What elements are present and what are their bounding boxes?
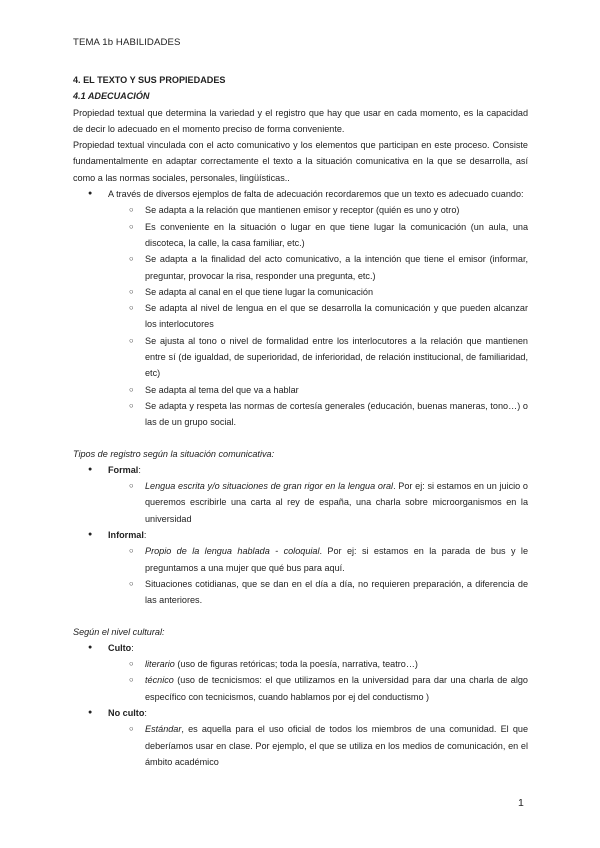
culto-colon: : xyxy=(131,642,134,653)
list-item-no-culto xyxy=(73,705,528,721)
list-item: ○ Se ajusta al tono o nivel de formalidad entre los interlocutores a la relación que mantienen entre sí (de igualdad, de superioridad, de inferioridad, de relación institucional, de familiaridad, etc) xyxy=(73,333,528,382)
list-item: ○ Se adapta y respeta las normas de cortesía generales (educación, buenas maneras, tono…) o las de un grupo social. xyxy=(73,398,528,431)
list-item-culto xyxy=(73,640,528,656)
list-item: ○ Se adapta al tema del que va a hablar xyxy=(73,382,528,398)
informal-item-text: . Por ej: si estamos en la parada de bus y le preguntamos a una mujer que qué bus para aquí. xyxy=(145,546,528,573)
page-header: TEMA 1b HABILIDADES xyxy=(73,37,181,48)
informal-colon: : xyxy=(143,530,147,541)
cultural-title: Según el nivel cultural: xyxy=(73,626,165,637)
list-item: ○ Se adapta al nivel de lengua en el que se desarrolla la comunicación y que pueden alcanzar los interlocutores xyxy=(73,300,528,333)
formal-item-text: . Por ej: si estamos en un juicio o queremos escribirle una carta al rey de españa, una charla sobre microorganismos en la universidad xyxy=(145,481,528,524)
list-item xyxy=(73,543,528,576)
culto-label: Culto xyxy=(108,642,132,653)
no-culto-label: No culto xyxy=(108,707,145,718)
informal-label: Informal xyxy=(108,530,144,541)
list-item xyxy=(73,478,528,527)
section-heading: 4. EL TEXTO Y SUS PROPIEDADES xyxy=(73,75,226,85)
no-culto-item1-italic: Estándar xyxy=(145,724,182,735)
page-content xyxy=(73,72,528,770)
culto-item1-text: (uso de figuras retóricas; toda la poesía, narrativa, teatro…) xyxy=(174,659,418,670)
list-item: ○ Se adapta a la relación que mantienen emisor y receptor (quién es uno y otro) xyxy=(73,202,528,218)
culto-item2-italic: técnico xyxy=(145,675,174,686)
spacer xyxy=(73,431,528,446)
paragraph-description: Propiedad textual vinculada con el acto comunicativo y los elementos que participan en este proceso. Consiste fundamentalmente en adaptar correctamente el texto a la situación comunicativa en la que se desarrolla, así como a las normas sociales, personales, lingüísticas.. xyxy=(73,140,528,183)
culto-item1-italic: literario xyxy=(145,659,175,670)
paragraph-definition: Propiedad textual que determina la variedad y el registro que hay que usar en cada momento, es la capacidad de decir lo adecuado en el momento preciso de forma conveniente. xyxy=(73,107,528,134)
culto-item2-text: (uso de tecnicismos: el que utilizamos en la universidad para dar una charla de algo específico con tecnicismos, cuando hablamos por ej del conductismo ) xyxy=(145,675,528,702)
page-number: 1 xyxy=(518,797,524,809)
registers-title: Tipos de registro según la situación comunicativa: xyxy=(73,448,275,459)
list-item xyxy=(73,672,528,705)
list-item-intro: ● A través de diversos ejemplos de falta de adecuación recordaremos que un texto es adecuado cuando: xyxy=(73,186,528,202)
list-item: ○ Se adapta a la finalidad del acto comunicativo, a la intención que tiene el emisor (informar, preguntar, provocar la risa, responder una pregunta, etc.) xyxy=(73,251,528,284)
list-item: ○ Se adapta al canal en el que tiene lugar la comunicación xyxy=(73,284,528,300)
list-item xyxy=(73,656,528,672)
formal-label: Formal xyxy=(108,464,139,475)
list-item-informal xyxy=(73,527,528,543)
no-culto-item1-text: , es aquella para el uso oficial de todos los miembros de una comunidad. El que deberíamos usar en clase. Por ejemplo, el que se utiliza en los medios de comunicación, en el ámbito académico xyxy=(145,724,528,767)
formal-item-italic: Lengua escrita y/o situaciones de gran rigor en la lengua oral xyxy=(145,481,394,492)
list-item-formal xyxy=(73,462,528,478)
list-item: ○ Situaciones cotidianas, que se dan en el día a día, no requieren preparación, a diferencia de las anteriores. xyxy=(73,576,528,609)
list-item: ○ Es conveniente en la situación o lugar en que tiene lugar la comunicación (un aula, una discoteca, la calle, la casa familiar, etc.) xyxy=(73,219,528,252)
formal-colon: : xyxy=(138,464,141,475)
spacer xyxy=(73,609,528,624)
subsection-heading: 4.1 ADECUACIÓN xyxy=(73,91,150,102)
no-culto-colon: : xyxy=(144,707,147,718)
informal-item-italic: Propio de la lengua hablada - coloquial xyxy=(145,546,320,557)
list-item xyxy=(73,721,528,770)
